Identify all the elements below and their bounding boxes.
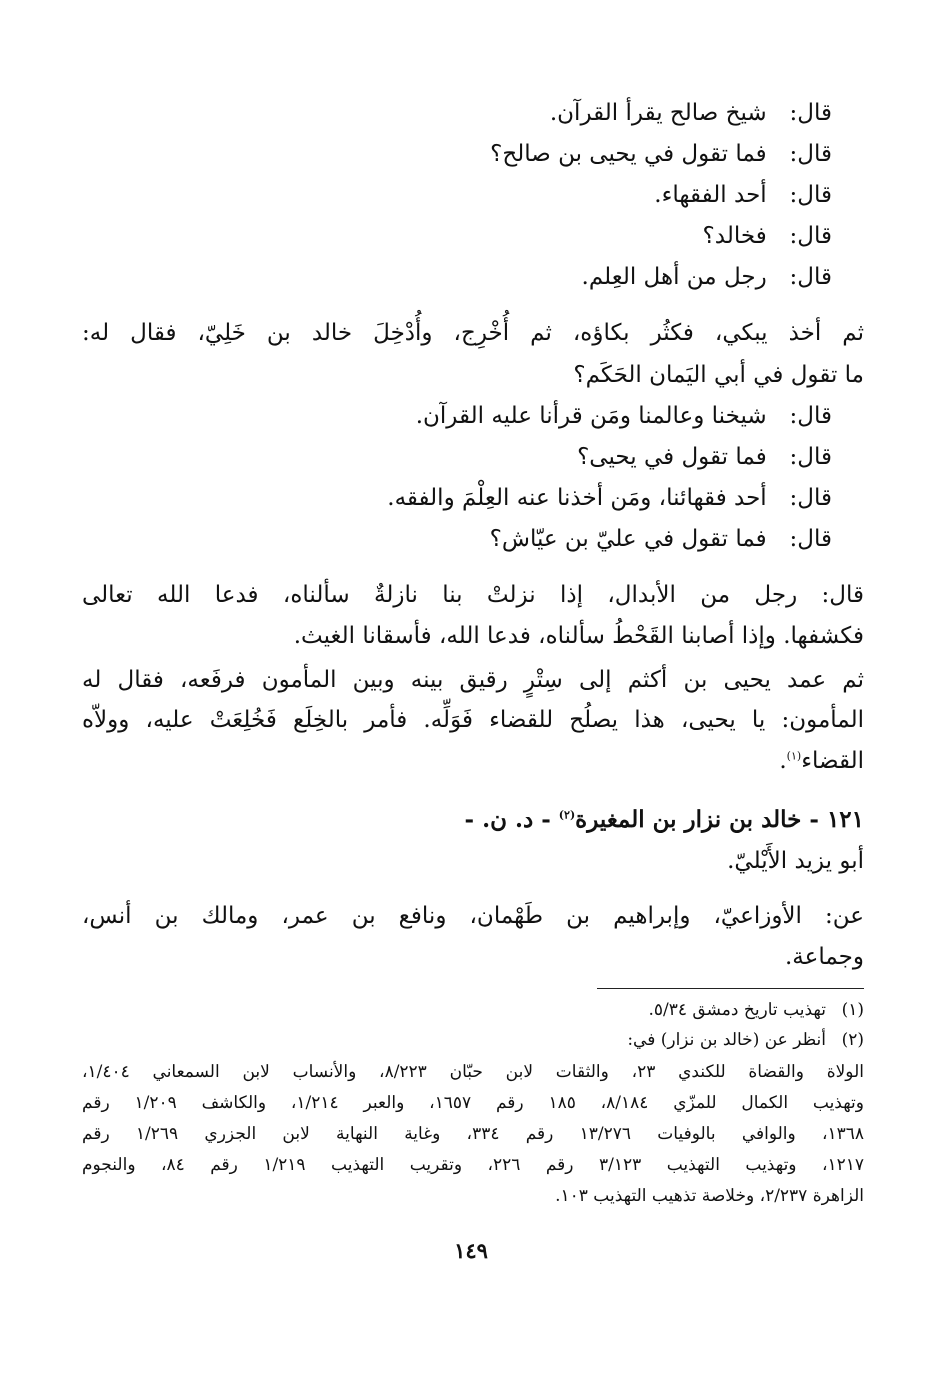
dialogue-text: أحد الفقهاء.	[654, 182, 767, 208]
speaker-label: قال:	[789, 485, 832, 511]
speaker-label: قال:	[789, 141, 832, 167]
paragraph-line: ثم أخذ يبكي، فكثُر بكاؤه، ثم أُخْرِج، وأُدْخِلَ خالد بن خَلِيّ، فقال له:	[82, 320, 864, 346]
speaker-label: قال:	[789, 444, 832, 470]
footnote-line: ١٢١٧، وتهذيب التهذيب ٣/١٢٣ رقم ٢٢٦، وتقريب التهذيب ١/٢١٩ رقم ٨٤، والنجوم	[82, 1155, 864, 1175]
footnote-line: ١٣٦٨، والوافي بالوفيات ١٣/٢٧٦ رقم ٣٣٤، وغاية النهاية لابن الجزري ١/٢٦٩ رقم	[82, 1124, 864, 1144]
dialogue-text: أحد فقهائنا، ومَن أخذنا عنه العِلْمَ والفقه.	[387, 485, 767, 511]
footnote-line: وتهذيب الكمال للمزّي ٨/١٨٤، ١٨٥ رقم ١٦٥٧، والعبر ١/٢١٤، والكاشف ١/٢٠٩ رقم	[82, 1093, 864, 1113]
dialogue-line	[490, 526, 832, 552]
entry-heading	[465, 806, 864, 833]
footnote-line: الولاة والقضاة للكندي ٢٣، والثقات لابن حبّان ٨/٢٢٣، والأنساب لابن السمعاني ١/٤٠٤،	[82, 1062, 864, 1082]
dialogue-text: شيخنا وعالمنا ومَن قرأنا عليه القرآن.	[415, 403, 767, 429]
entry-codes: - د. ن. -	[464, 806, 559, 833]
footnote	[627, 1030, 864, 1050]
dialogue-line	[490, 141, 832, 167]
dialogue-text: شيخ صالح يقرأ القرآن.	[549, 100, 767, 126]
dialogue-line	[416, 403, 832, 429]
dialogue-line	[582, 264, 832, 290]
footnote-ref: (٢)	[558, 808, 576, 822]
footnote-line: الزاهرة ٢/٢٣٧، وخلاصة تذهيب التهذيب ١٠٣.	[555, 1186, 864, 1206]
paragraph-line: عن: الأوزاعيّ، وإبراهيم بن طَهْمان، ونافع بن عمر، ومالك بن أنس،	[82, 903, 864, 929]
footnote-number: (٢)	[841, 1030, 864, 1050]
dialogue-text: فما تقول في يحيى بن صالح؟	[490, 141, 767, 167]
speaker-label: قال:	[789, 182, 832, 208]
dialogue-line	[550, 100, 832, 126]
dialogue-line	[654, 182, 832, 208]
speaker-label: قال:	[789, 264, 832, 290]
dialogue-line	[703, 223, 832, 249]
paragraph-line: المأمون: يا يحيى، هذا يصلُح للقضاء فَوَلِّه. فأمر بالخِلَع فَخُلِعَتْ عليه، وولاّه	[82, 707, 864, 733]
paragraph-line: ثم عمد يحيى بن أكثم إلى سِتْرٍ رقيق بينه وبين المأمون فرفَعه، فقال له	[82, 667, 864, 693]
paragraph-line: فكشفها. وإذا أصابنا القَحْطُ سألناه، فدعا الله، فأسقانا الغيث.	[293, 623, 864, 649]
entry-title: ١٢١ - خالد بن نزار بن المغيرة	[575, 806, 864, 833]
footnote-number: (١)	[841, 1000, 864, 1020]
footnote-ref: (١)	[786, 749, 802, 763]
paragraph-line: قال: رجل من الأبدال، إذا نزلتْ بنا نازلةٌ سألناه، فدعا الله تعالى	[82, 582, 864, 608]
page-number: ١٤٩	[454, 1238, 488, 1263]
paragraph-line: وجماعة.	[785, 944, 864, 970]
paragraph-text: .	[779, 748, 787, 774]
footnote-text: أنظر عن (خالد بن نزار) في:	[627, 1030, 826, 1050]
speaker-label: قال:	[789, 223, 832, 249]
dialogue-text: فخالد؟	[702, 223, 767, 249]
footnote-text: تهذيب تاريخ دمشق ٥/٣٤.	[648, 1000, 826, 1020]
speaker-label: قال:	[789, 526, 832, 552]
footnote	[648, 1000, 864, 1020]
dialogue-text: فما تقول في يحيى؟	[577, 444, 767, 470]
paragraph-line: ما تقول في أبي اليَمان الحَكَم؟	[573, 362, 864, 388]
entry-kunya: أبو يزيد الأَيْليّ.	[727, 848, 864, 874]
dialogue-text: رجل من أهل العِلم.	[581, 264, 767, 290]
paragraph-text: القضاء	[801, 748, 864, 774]
footnote-divider	[597, 988, 864, 989]
speaker-label: قال:	[789, 403, 832, 429]
dialogue-text: فما تقول في عليّ بن عيّاش؟	[489, 526, 767, 552]
dialogue-line	[387, 485, 832, 511]
paragraph-line	[82, 748, 864, 774]
speaker-label: قال:	[789, 100, 832, 126]
dialogue-line	[577, 444, 832, 470]
